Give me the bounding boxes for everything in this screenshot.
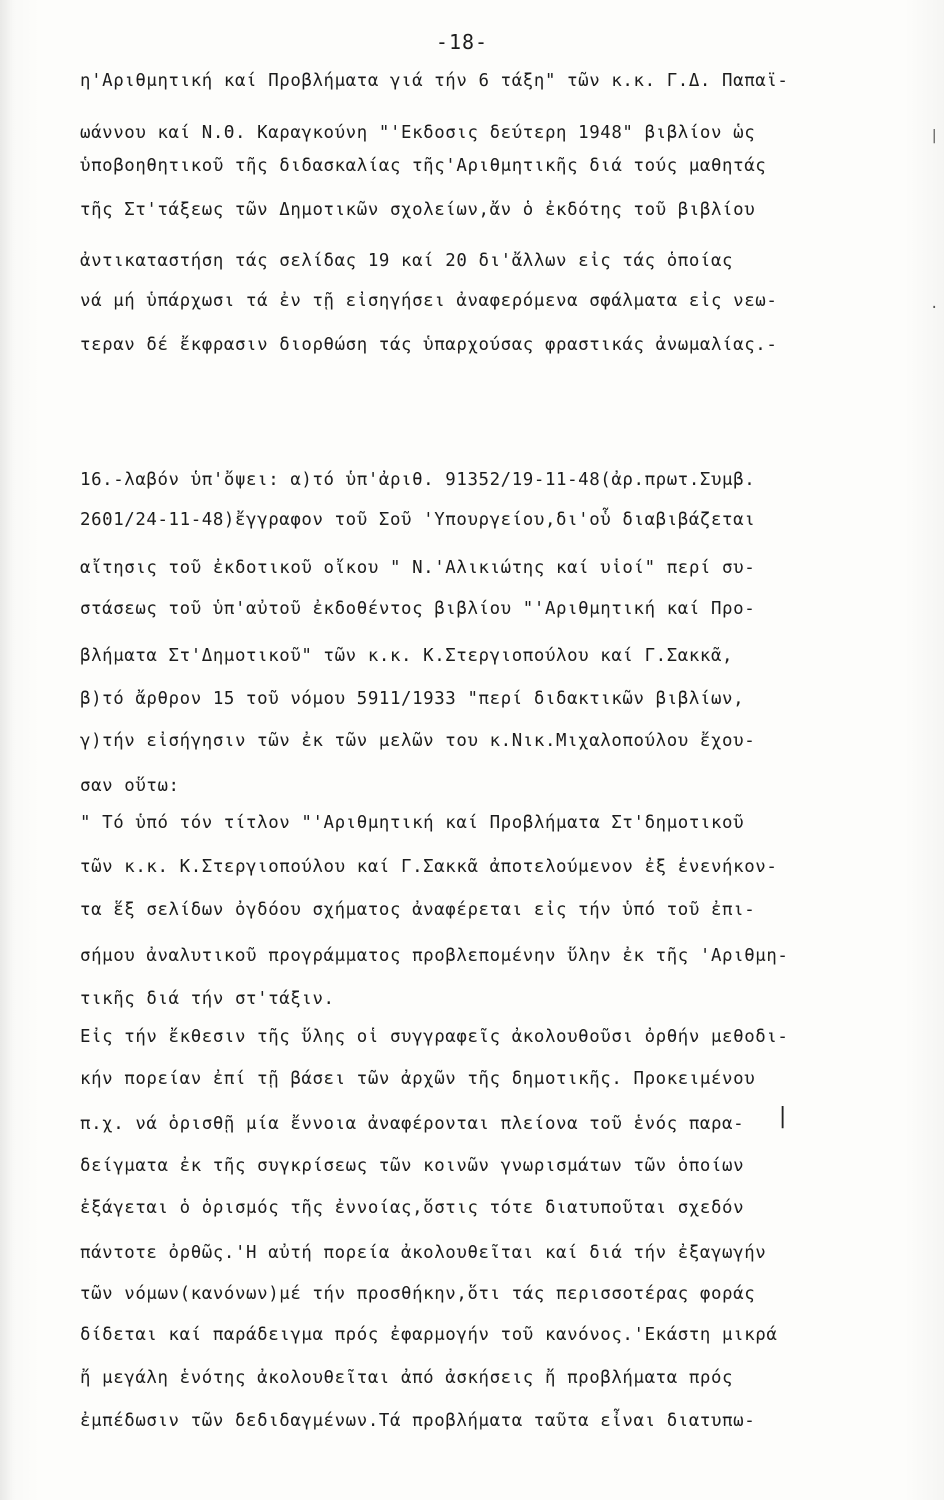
text-line-24: δείγματα ἐκ τῆς συγκρίσεως τῶν κοινῶν γνωρισμάτων τῶν ὁποίων <box>80 1156 745 1176</box>
text-line-9: 2601/24-11-48)ἔγγραφον τοῦ Σοῦ 'Υπουργείου,δι'οὗ διαβιβάζεται <box>80 510 756 530</box>
text-line-20: τικῆς διά τήν στ'τάξιν. <box>80 989 335 1009</box>
text-line-1: η'Αριθμητική καί Προβλήματα γιά τήν 6 τάξη" τῶν κ.κ. Γ.Δ. Παπαϊ- <box>80 71 789 91</box>
text-line-27: τῶν νόμων(κανόνων)μέ τήν προσθήκην,ὅτι τάς περισσοτέρας φοράς <box>80 1284 756 1304</box>
handwritten-stroke-mark: | <box>776 1104 790 1129</box>
text-line-5: ἀντικαταστήση τάς σελίδας 19 καί 20 δι'ἄλλων εἰς τάς ὁποίας <box>80 251 734 271</box>
text-line-17: τῶν κ.κ. Κ.Στεργιοπούλου καί Γ.Σακκᾶ ἀποτελούμενον ἐξ ἑνενήκον- <box>80 857 778 877</box>
text-line-10: αἴτησις τοῦ ἐκδοτικοῦ οἴκου " Ν.'Αλικιώτης καί υἱοί" περί συ- <box>80 558 756 578</box>
text-line-18: τα ἕξ σελίδων ὀγδόου σχήματος ἀναφέρεται εἰς τήν ὑπό τοῦ ἐπι- <box>80 900 756 920</box>
text-line-7: τεραν δέ ἔκφρασιν διορθώση τάς ὑπαρχούσας φραστικάς ἀνωμαλίας.- <box>80 335 778 355</box>
text-line-28: δίδεται καί παράδειγμα πρός ἐφαρμογήν τοῦ κανόνος.'Εκάστη μικρά <box>80 1325 778 1345</box>
page-edge-shadow <box>0 0 14 1500</box>
text-line-3: ὑποβοηθητικοῦ τῆς διδασκαλίας τῆς'Αριθμητικῆς διά τούς μαθητάς <box>80 156 767 176</box>
text-line-12: βλήματα Στ'Δημοτικοῦ" τῶν κ.κ. Κ.Στεργιοπούλου καί Γ.Σακκᾶ, <box>80 646 734 666</box>
text-line-29: ἤ μεγάλη ἑνότης ἀκολουθεῖται ἀπό ἀσκήσεις ἤ προβλήματα πρός <box>80 1368 734 1388</box>
text-line-4: τῆς Στ'τάξεως τῶν Δημοτικῶν σχολείων,ἄν ὁ ἐκδότης τοῦ βιβλίου <box>80 200 756 220</box>
text-line-8: 16.-λαβόν ὑπ'ὄψει: α)τό ὑπ'ἀριθ. 91352/19-11-48(ἀρ.πρωτ.Συμβ. <box>80 470 756 490</box>
text-line-13: β)τό ἄρθρον 15 τοῦ νόμου 5911/1933 "περί διδακτικῶν βιβλίων, <box>80 689 745 709</box>
text-line-26: πάντοτε ὀρθῶς.'Η αὐτή πορεία ἀκολουθεῖται καί διά τήν ἐξαγωγήν <box>80 1243 767 1263</box>
text-line-16: " Τό ὑπό τόν τίτλον "'Αριθμητική καί Προβλήματα Στ'δημοτικοῦ <box>80 813 745 833</box>
text-line-25: ἐξάγεται ὁ ὁρισμός τῆς ἐννοίας,ὅστις τότε διατυποῦται σχεδόν <box>80 1198 745 1218</box>
text-line-22: κήν πορείαν ἐπί τῇ βάσει τῶν ἀρχῶν τῆς δημοτικῆς. Προκειμένου <box>80 1069 756 1089</box>
page-number: -18- <box>435 30 489 54</box>
text-line-11: στάσεως τοῦ ὑπ'αὐτοῦ ἐκδοθέντος βιβλίου "'Αριθμητική καί Προ- <box>80 599 756 619</box>
margin-dot-mark: . <box>930 296 939 312</box>
margin-tick-mark: | <box>930 128 939 144</box>
text-line-30: ἐμπέδωσιν τῶν δεδιδαγμένων.Τά προβλήματα ταῦτα εἶναι διατυπω- <box>80 1411 756 1431</box>
text-line-15: σαν οὕτω: <box>80 776 180 796</box>
text-line-14: γ)τήν εἰσήγησιν τῶν ἐκ τῶν μελῶν του κ.Νικ.Μιχαλοπούλου ἔχου- <box>80 731 756 751</box>
text-line-21: Εἰς τήν ἔκθεσιν τῆς ὕλης οἱ συγγραφεῖς ἀκολουθοῦσι ὀρθήν μεθοδι- <box>80 1027 789 1047</box>
text-line-2: ωάννου καί Ν.Θ. Καραγκούνη "'Εκδοσις δεύτερη 1948" βιβλίον ὡς <box>80 123 756 143</box>
text-line-23: π.χ. νά ὁρισθῇ μία ἔννοια ἀναφέρονται πλείονα τοῦ ἑνός παρα- <box>80 1114 745 1134</box>
text-line-19: σήμου ἀναλυτικοῦ προγράμματος προβλεπομένην ὕλην ἐκ τῆς 'Αριθμη- <box>80 946 789 966</box>
text-line-6: νά μή ὑπάρχωσι τά ἐν τῇ εἰσηγήσει ἀναφερόμενα σφάλματα εἰς νεω- <box>80 291 778 311</box>
